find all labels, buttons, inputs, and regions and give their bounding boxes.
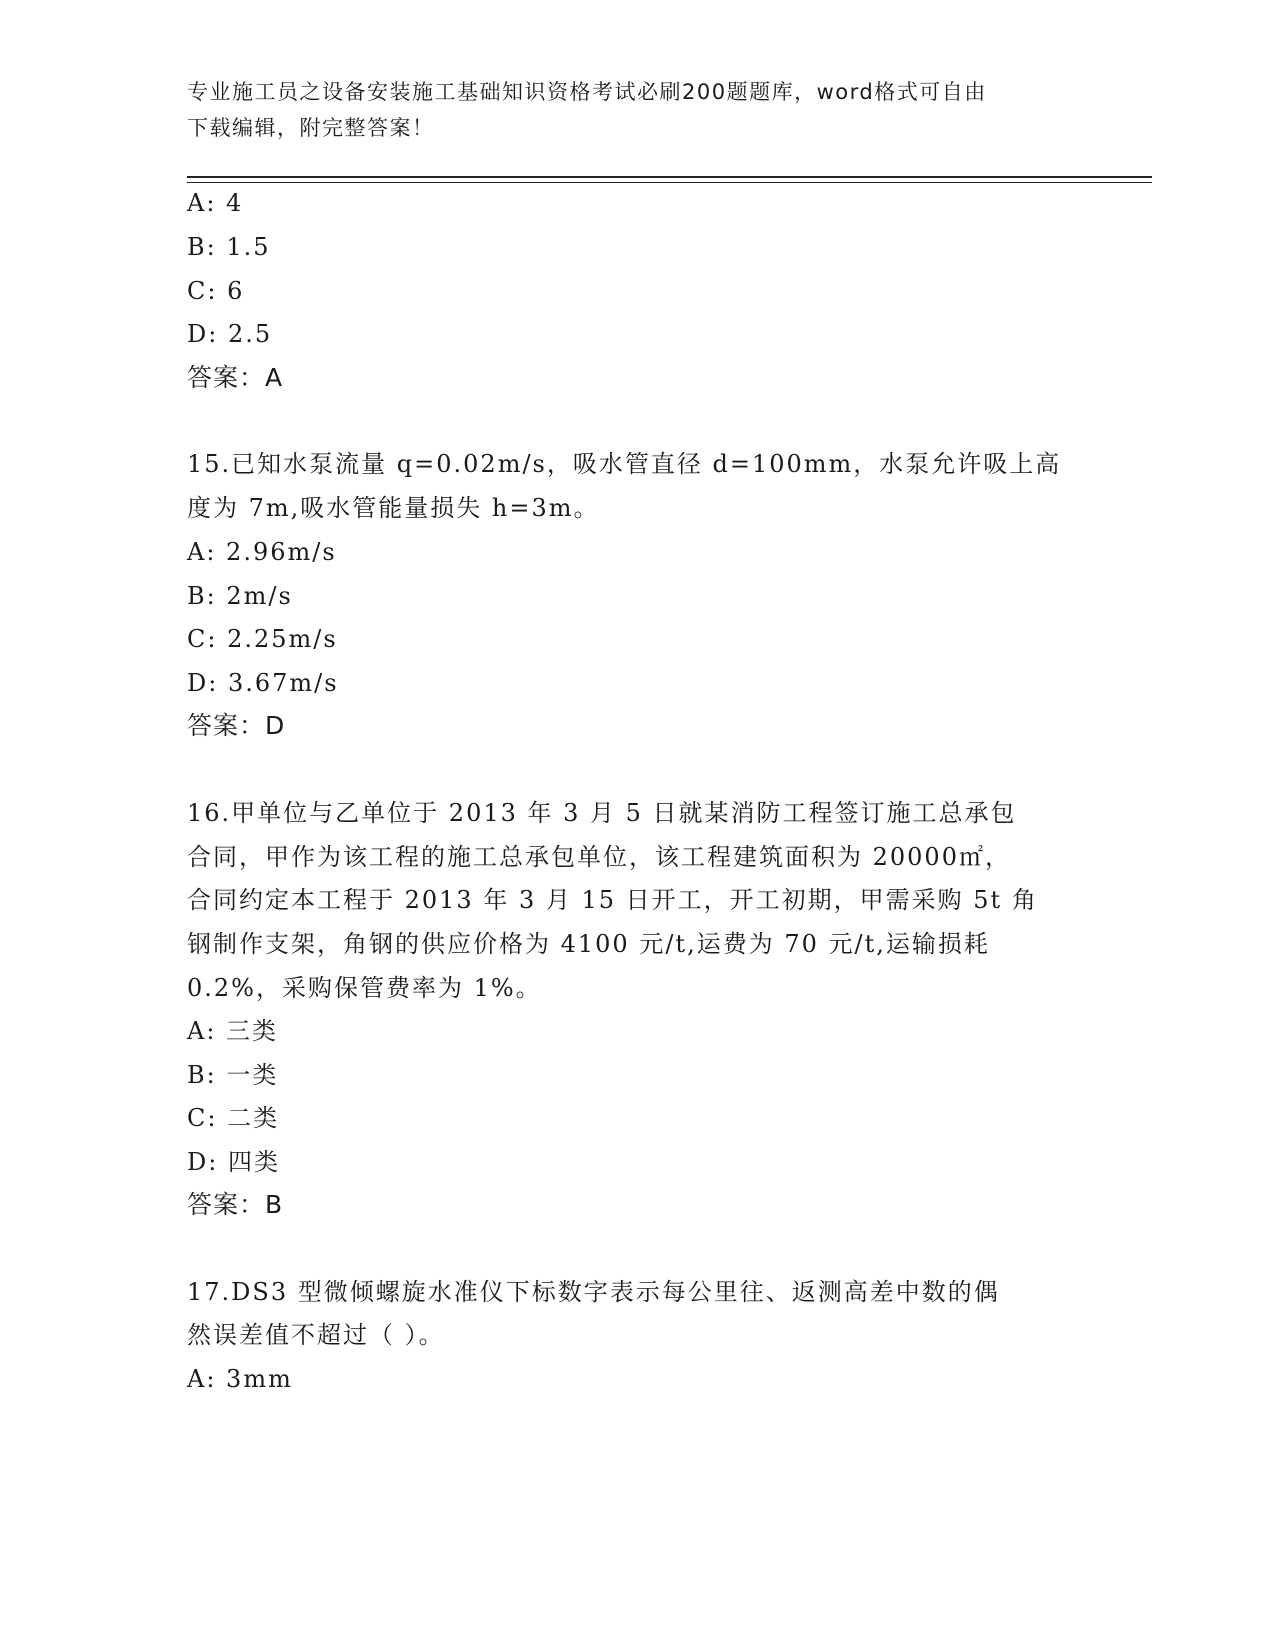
q14-answer: 答案：A	[187, 363, 284, 392]
q15-option-d: D: 3.67m/s	[187, 669, 339, 697]
q16-question-line-2: 合同，甲作为该工程的施工总承包单位，该工程建筑面积为 20000㎡，	[187, 843, 1011, 871]
q16-question-line-3: 合同约定本工程于 2013 年 3 月 15 日开工，开工初期，甲需采购 5t 角	[187, 886, 1038, 914]
q15-answer: 答案：D	[187, 711, 286, 740]
q17-question-line-2: 然误差值不超过（ ）。	[187, 1321, 445, 1349]
q14-option-c: C: 6	[187, 277, 245, 305]
q14-option-d: D: 2.5	[187, 320, 273, 348]
q16-option-c: C: 二类	[187, 1104, 280, 1132]
header-line-2: 下载编辑，附完整答案！	[187, 116, 435, 140]
header-divider-thin	[187, 182, 1152, 183]
header-divider-thick	[187, 176, 1152, 178]
q17-question-line-1: 17.DS3 型微倾螺旋水准仪下标数字表示每公里往、返测高差中数的偶	[187, 1278, 1000, 1306]
q15-question-line-1: 15.已知水泵流量 q=0.02m/s，吸水管直径 d=100mm，水泵允许吸上高	[187, 450, 1062, 478]
q14-option-b: B: 1.5	[187, 233, 271, 261]
q16-answer: 答案：B	[187, 1190, 284, 1219]
q15-option-a: A: 2.96m/s	[187, 538, 337, 566]
q14-option-a: A: 4	[187, 189, 244, 217]
q16-question-line-1: 16.甲单位与乙单位于 2013 年 3 月 5 日就某消防工程签订施工总承包	[187, 799, 1017, 827]
q16-question-line-5: 0.2%，采购保管费率为 1%。	[187, 974, 542, 1002]
q16-option-d: D: 四类	[187, 1148, 280, 1176]
q16-option-b: B: 一类	[187, 1061, 279, 1089]
q15-option-b: B: 2m/s	[187, 582, 293, 610]
document-header	[187, 74, 1067, 146]
q17-option-a: A: 3mm	[187, 1365, 293, 1393]
q15-option-c: C: 2.25m/s	[187, 625, 338, 653]
q16-option-a: A: 三类	[187, 1017, 279, 1045]
q15-question-line-2: 度为 7m,吸水管能量损失 h=3m。	[187, 494, 600, 522]
q16-question-line-4: 钢制作支架，角钢的供应价格为 4100 元/t,运费为 70 元/t,运输损耗	[187, 930, 990, 958]
header-line-1: 专业施工员之设备安装施工基础知识资格考试必刷200题题库，word格式可自由	[187, 80, 987, 104]
